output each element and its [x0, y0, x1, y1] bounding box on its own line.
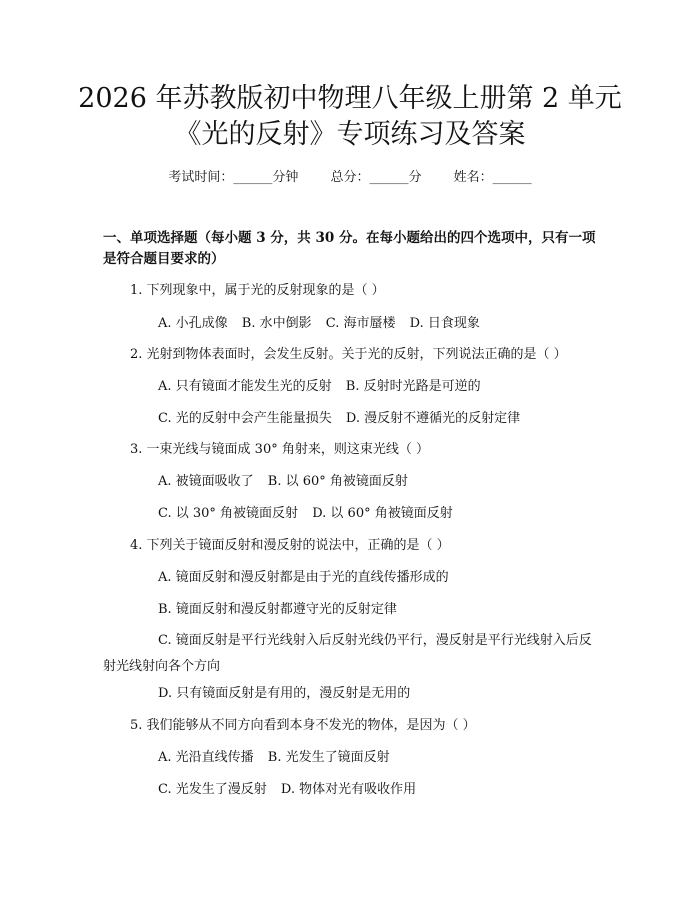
- option-row: [158, 748, 390, 768]
- option: A. 只有镜面才能发生光的反射: [158, 379, 332, 394]
- exam-info-line: [0, 168, 700, 188]
- question-stem: 1. 下列现象中，属于光的反射现象的是（ ）: [130, 283, 385, 298]
- option: C. 以 30° 角被镜面反射: [158, 506, 299, 521]
- option: B. 光发生了镜面反射: [267, 750, 390, 765]
- exam-time-field: 考试时间：______分钟: [168, 170, 299, 185]
- option-row: [158, 568, 449, 588]
- option-row: [158, 314, 480, 334]
- question-stem: 3. 一束光线与镜面成 30° 角射来，则这束光线（ ）: [130, 442, 429, 457]
- option: D. 物体对光有吸收作用: [280, 782, 417, 797]
- option: B. 镜面反射和漫反射都遵守光的反射定律: [158, 602, 397, 617]
- page-title-line1: 2026 年苏教版初中物理八年级上册第 2 单元: [78, 83, 622, 114]
- option: C. 光的反射中会产生能量损失: [158, 411, 332, 426]
- option: B. 水中倒影: [241, 316, 312, 331]
- question-stem: 4. 下列关于镜面反射和漫反射的说法中，正确的是（ ）: [130, 538, 450, 553]
- question-stem: 5. 我们能够从不同方向看到本身不发光的物体，是因为（ ）: [130, 718, 476, 733]
- option: A. 光沿直线传播: [158, 750, 254, 765]
- option-wrapped: C. 镜面反射是平行光线射入后反射光线仍平行，漫反射是平行光线射入后反射光线射向各个方向: [103, 633, 592, 674]
- option-row: [158, 684, 410, 704]
- student-name-field: 姓名：______: [453, 170, 532, 185]
- option: A. 小孔成像: [158, 316, 228, 331]
- option: D. 漫反射不遵循光的反射定律: [345, 411, 521, 426]
- option: C. 光发生了漫反射: [158, 782, 267, 797]
- section-heading: 一、单项选择题（每小题 3 分，共 30 分。在每小题给出的四个选项中，只有一项是符合题目要求的）: [103, 230, 596, 267]
- option-row: [158, 409, 520, 429]
- option: D. 只有镜面反射是有用的，漫反射是无用的: [158, 686, 411, 701]
- option-row: [158, 780, 416, 800]
- option: C. 海市蜃楼: [325, 316, 396, 331]
- option-row: [158, 377, 481, 397]
- page-title-line2: 《光的反射》专项练习及答案: [174, 119, 526, 150]
- option: D. 日食现象: [409, 316, 480, 331]
- option-row: [158, 472, 408, 492]
- option-row: [158, 600, 397, 620]
- option: A. 镜面反射和漫反射都是由于光的直线传播形成的: [158, 570, 449, 585]
- option: A. 被镜面吸收了: [158, 474, 254, 489]
- option-row: [158, 504, 453, 524]
- option: B. 以 60° 角被镜面反射: [267, 474, 408, 489]
- total-score-field: 总分：______分: [330, 170, 422, 185]
- question-stem: 2. 光射到物体表面时，会发生反射。关于光的反射，下列说法正确的是（ ）: [130, 347, 567, 362]
- option: B. 反射时光路是可逆的: [345, 379, 481, 394]
- option: D. 以 60° 角被镜面反射: [312, 506, 453, 521]
